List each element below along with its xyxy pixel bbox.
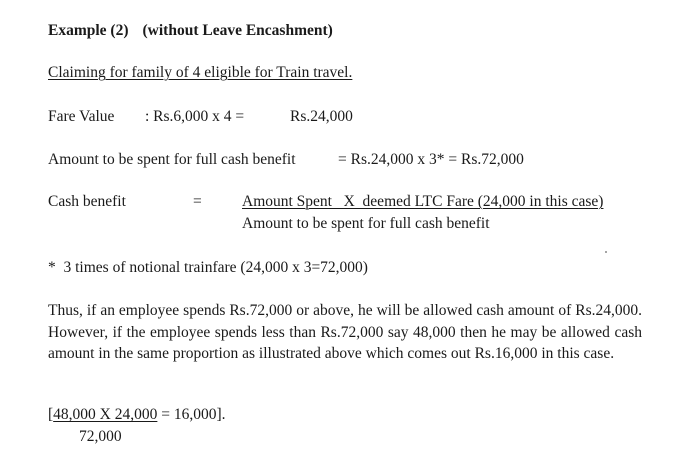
- fare-value-result: Rs.24,000: [290, 108, 353, 125]
- fare-value-calc: : Rs.6,000 x 4 =: [145, 108, 245, 125]
- worked-denominator: 72,000: [79, 428, 122, 445]
- claim-description: Claiming for family of 4 eligible for Train travel.: [48, 64, 353, 81]
- scan-speck: [605, 251, 607, 253]
- cash-benefit-denominator: Amount to be spent for full cash benefit: [242, 215, 490, 232]
- worked-open-bracket: [: [48, 406, 54, 423]
- cash-benefit-equals: =: [193, 193, 202, 210]
- example-subtitle: (without Leave Encashment): [142, 22, 333, 39]
- example-number: Example (2): [48, 22, 129, 39]
- full-cash-amount-calc: = Rs.24,000 x 3* = Rs.72,000: [338, 151, 524, 168]
- worked-result: = 16,000].: [157, 406, 226, 423]
- worked-example: [48, 406, 226, 425]
- fare-value-label: Fare Value: [48, 108, 115, 125]
- cash-benefit-numerator: Amount Spent X deemed LTC Fare (24,000 in this case): [242, 193, 604, 210]
- explanation-paragraph: Thus, if an employee spends Rs.72,000 or above, he will be allowed cash amount of Rs.24,000. However, if the employee spends less than Rs.72,000 say 48,000 then he may be allowed cash amount in the same proportion as illustrated above which comes out Rs.16,000 in this case.: [48, 302, 642, 362]
- example-heading: [48, 22, 333, 41]
- full-cash-amount-label: Amount to be spent for full cash benefit: [48, 151, 296, 168]
- cash-benefit-label: Cash benefit: [48, 193, 126, 210]
- footnote: * 3 times of notional trainfare (24,000 x 3=72,000): [48, 259, 368, 276]
- worked-numerator: 48,000 X 24,000: [53, 406, 158, 423]
